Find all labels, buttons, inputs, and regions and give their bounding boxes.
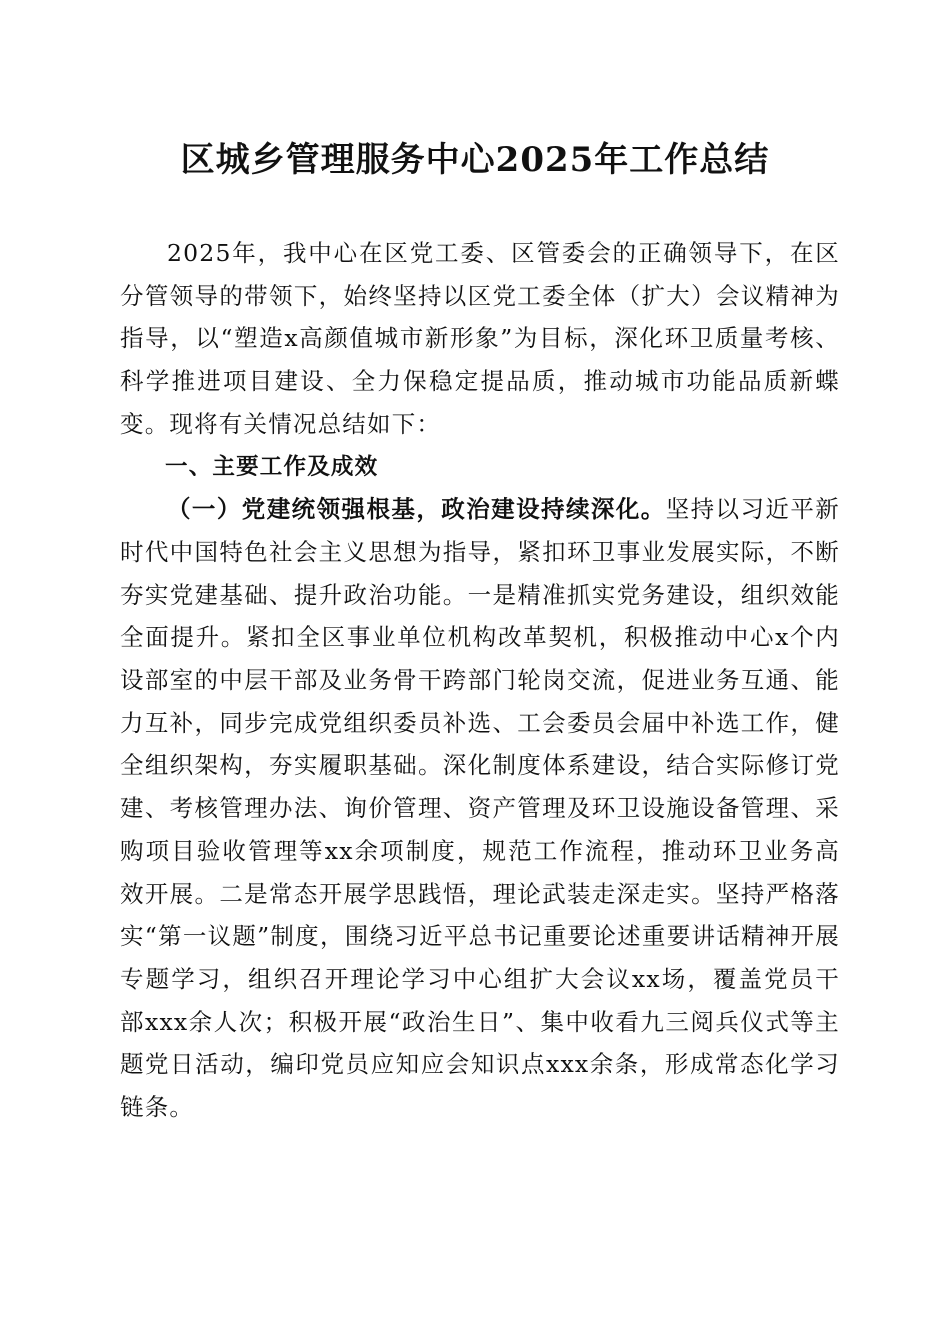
section-heading: 一、主要工作及成效 [165,453,379,480]
subsection-paragraph [120,488,840,1129]
subsection-body: 坚持以习近平新时代中国特色社会主义思想为指导，紧扣环卫事业发展实际，不断夯实党建基础、提升政治功能。一是精准抓实党务建设，组织效能全面提升。紧扣全区事业单位机构改革契机，积极推动中心x个内设部室的中层干部及业务骨干跨部门轮岗交流，促进业务互通、能力互补，同步完成党组织委员补选、工会委员会届中补选工作，健全组织架构，夯实履职基础。深化制度体系建设，结合实际修订党建、考核管理办法、询价管理、资产管理及环卫设施设备管理、采购项目验收管理等xx余项制度，规范工作流程，推动环卫业务高效开展。二是常态开展学思践悟，理论武装走深走实。坚持严格落实“第一议题”制度，围绕习近平总书记重要论述重要讲话精神开展专题学习，组织召开理论学习中心组扩大会议xx场，覆盖党员干部xxx余人次；积极开展“政治生日”、集中收看九三阅兵仪式等主题党日活动，编印党员应知应会知识点xxx余条，形成常态化学习链条。 [120,495,840,1122]
document-body [120,232,840,1129]
document-title: 区城乡管理服务中心2025年工作总结 [180,140,770,180]
subsection-heading: （一）党建统领强根基，政治建设持续深化。 [167,495,666,524]
intro-paragraph: 2025年，我中心在区党工委、区管委会的正确领导下，在区分管领导的带领下，始终坚持以区党工委全体（扩大）会议精神为指导，以“塑造x高颜值城市新形象”为目标，深化环卫质量考核、科学推进项目建设、全力保稳定提品质，推动城市功能品质新蝶变。现将有关情况总结如下： [120,239,840,438]
